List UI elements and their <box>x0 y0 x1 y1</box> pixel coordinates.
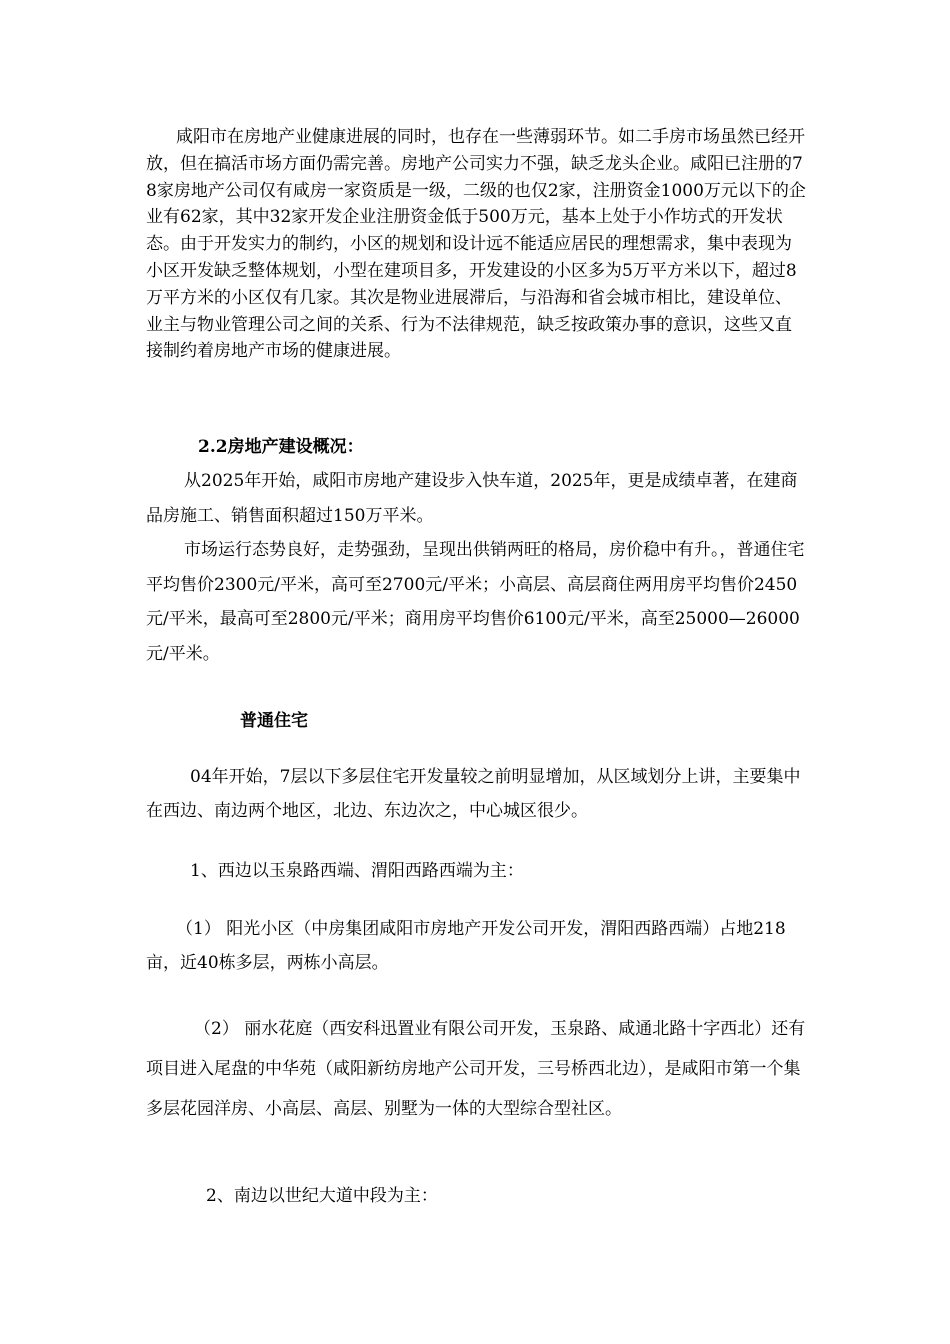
section-heading-2-2: 2.2房地产建设概况： <box>198 437 364 457</box>
south-area-heading: 2、南边以世纪大道中段为主： <box>206 1186 438 1206</box>
residential-paragraph: 04年开始，7层以下多层住宅开发量较之前明显增加，从区域划分上讲，主要集中在西边、南边两个地区，北边、东边次之，中心城区很少。 <box>146 767 801 821</box>
list-item-lishui-garden: （2） 丽水花庭（西安科迅置业有限公司开发，玉泉路、咸通北路十字西北）还有项目进入尾盘的中华苑（咸阳新纺房地产公司开发，三号桥西北边），是咸阳市第一个集多层花园洋房、小高层、高层、别墅为一体的大型综合型社区。 <box>146 1019 806 1119</box>
west-area-heading: 1、西边以玉泉路西端、渭阳西路西端为主： <box>190 861 524 881</box>
residential-subheading: 普通住宅 <box>240 711 308 731</box>
construction-paragraph: 从2025年开始，咸阳市房地产建设步入快车道，2025年，更是成绩卓著，在建商品房施工、销售面积超过150万平米。 <box>146 471 798 526</box>
list-item-sunshine-community: （1） 阳光小区（中房集团咸阳市房地产开发公司开发，渭阳西路西端）占地218亩，近40栋多层，两栋小高层。 <box>146 919 786 973</box>
intro-paragraph: 咸阳市在房地产业健康进展的同时，也存在一些薄弱环节。如二手房市场虽然已经开放，但在搞活市场方面仍需完善。房地产公司实力不强，缺乏龙头企业。咸阳已注册的78家房地产公司仅有咸房一家资质是一级，二级的也仅2家，注册资金1000万元以下的企业有62家，其中32家开发企业注册资金低于500万元，基本上处于小作坊式的开发状态。由于开发实力的制约，小区的规划和设计远不能适应居民的理想需求，集中表现为小区开发缺乏整体规划，小型在建项目多，开发建设的小区多为5万平方米以下，超过8万平方米的小区仅有几家。其次是物业进展滞后，与沿海和省会城市相比，建设单位、业主与物业管理公司之间的关系、行为不法律规范，缺乏按政策办事的意识，这些又直接制约着房地产市场的健康进展。 <box>146 127 806 362</box>
market-paragraph: 市场运行态势良好，走势强劲，呈现出供销两旺的格局，房价稳中有升。，普通住宅平均售价2300元/平米，高可至2700元/平米；小高层、高层商住两用房平均售价2450元/平米，最高可至2800元/平米；商用房平均售价6100元/平米，高至25000—26000元/平米。 <box>146 540 805 664</box>
